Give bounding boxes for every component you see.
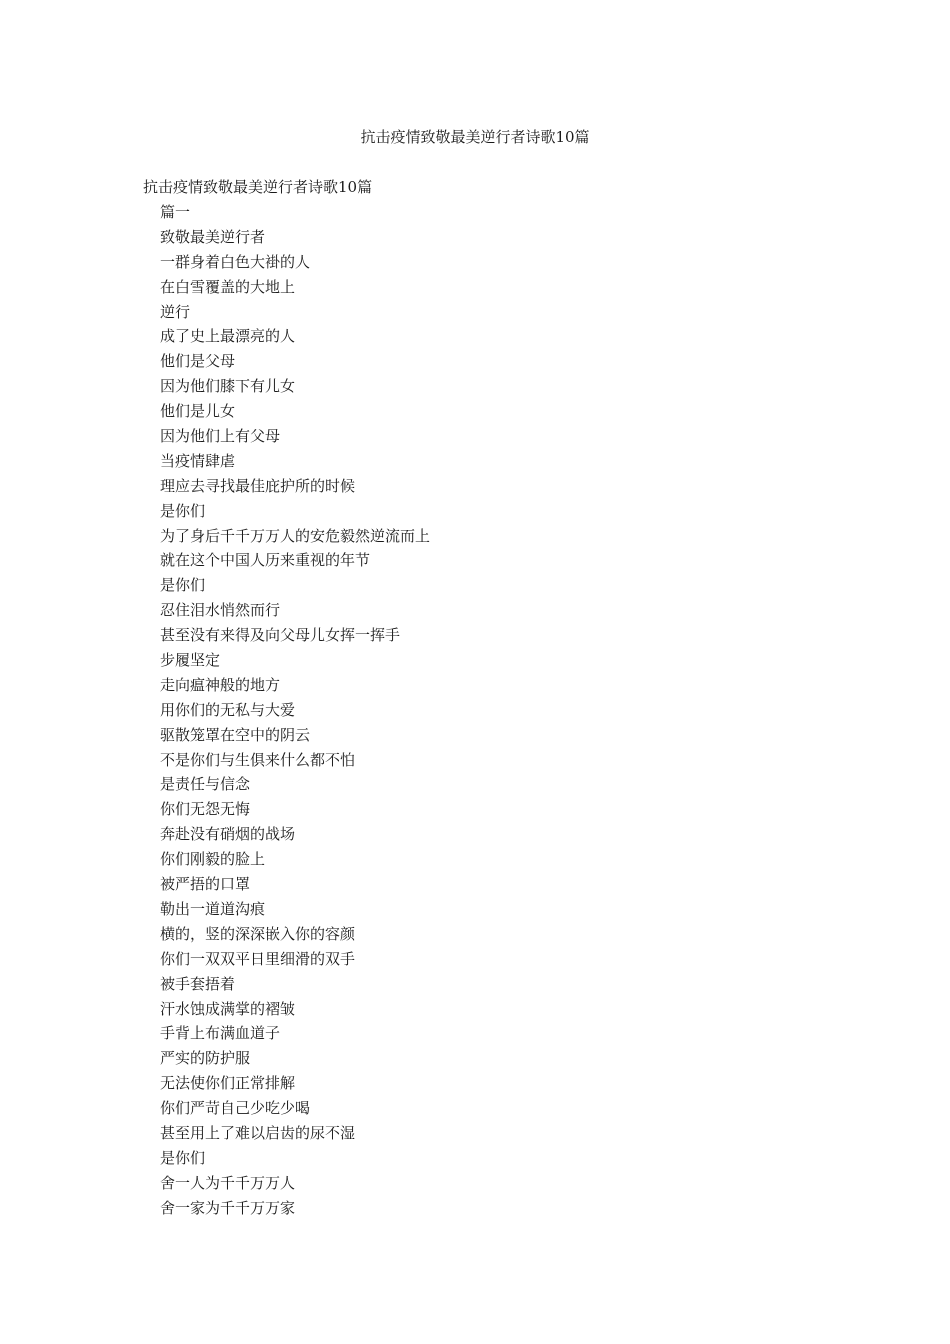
poem-line: 一群身着白色大褂的人 <box>160 252 311 271</box>
poem-line: 舍一家为千千万万家 <box>160 1198 296 1217</box>
poem-line: 你们无怨无悔 <box>160 800 251 819</box>
poem-line: 你们一双双平日里细滑的双手 <box>160 949 356 968</box>
poem-line: 用你们的无私与大爱 <box>160 700 296 719</box>
poem-line: 步履坚定 <box>160 651 221 670</box>
poem-line: 严实的防护服 <box>160 1049 251 1068</box>
poem-line: 在白雪覆盖的大地上 <box>160 277 296 296</box>
poem-line: 是你们 <box>160 576 206 595</box>
poem-line: 你们刚毅的脸上 <box>160 850 266 869</box>
poem-line: 篇一 <box>160 203 191 221</box>
poem-line: 不是你们与生俱来什么都不怕 <box>160 750 356 769</box>
poem-line: 被严捂的口罩 <box>160 875 251 894</box>
poem-line: 手背上布满血道子 <box>160 1024 281 1043</box>
poem-line: 横的，竖的深深嵌入你的容颜 <box>160 924 356 943</box>
poem-line: 驱散笼罩在空中的阴云 <box>160 725 311 744</box>
poem-line: 就在这个中国人历来重视的年节 <box>160 551 371 570</box>
poem-lines <box>143 201 843 1222</box>
poem-line: 舍一人为千千万万人 <box>160 1173 296 1192</box>
document-body <box>143 176 843 1222</box>
poem-line: 奔赴没有硝烟的战场 <box>160 825 296 844</box>
poem-collection-heading: 抗击疫情致敬最美逆行者诗歌10篇 <box>143 178 373 196</box>
document-title: 抗击疫情致敬最美逆行者诗歌10篇 <box>360 128 590 146</box>
poem-line: 是你们 <box>160 501 206 520</box>
poem-line: 理应去寻找最佳庇护所的时候 <box>160 476 356 495</box>
poem-line: 成了史上最漂亮的人 <box>160 327 296 346</box>
poem-line: 无法使你们正常排解 <box>160 1074 296 1093</box>
poem-line: 勒出一道道沟痕 <box>160 899 266 918</box>
poem-line: 因为他们上有父母 <box>160 427 281 446</box>
poem-line: 甚至没有来得及向父母儿女挥一挥手 <box>160 626 401 645</box>
poem-line: 因为他们膝下有儿女 <box>160 377 296 396</box>
poem-line: 为了身后千千万万人的安危毅然逆流而上 <box>160 526 431 545</box>
poem-line: 你们严苛自己少吃少喝 <box>160 1099 311 1118</box>
poem-line: 忍住泪水悄然而行 <box>160 601 281 620</box>
poem-line: 走向瘟神般的地方 <box>160 675 281 694</box>
poem-line: 他们是儿女 <box>160 402 236 421</box>
poem-line: 是你们 <box>160 1148 206 1167</box>
poem-line: 汗水蚀成满掌的褶皱 <box>160 999 296 1018</box>
poem-line: 逆行 <box>160 302 191 321</box>
poem-line: 当疫情肆虐 <box>160 451 236 470</box>
poem-line: 甚至用上了难以启齿的尿不湿 <box>160 1123 356 1142</box>
poem-line: 致敬最美逆行者 <box>160 227 266 246</box>
poem-line: 被手套捂着 <box>160 974 236 993</box>
poem-line: 他们是父母 <box>160 352 236 371</box>
poem-line: 是责任与信念 <box>160 775 251 794</box>
